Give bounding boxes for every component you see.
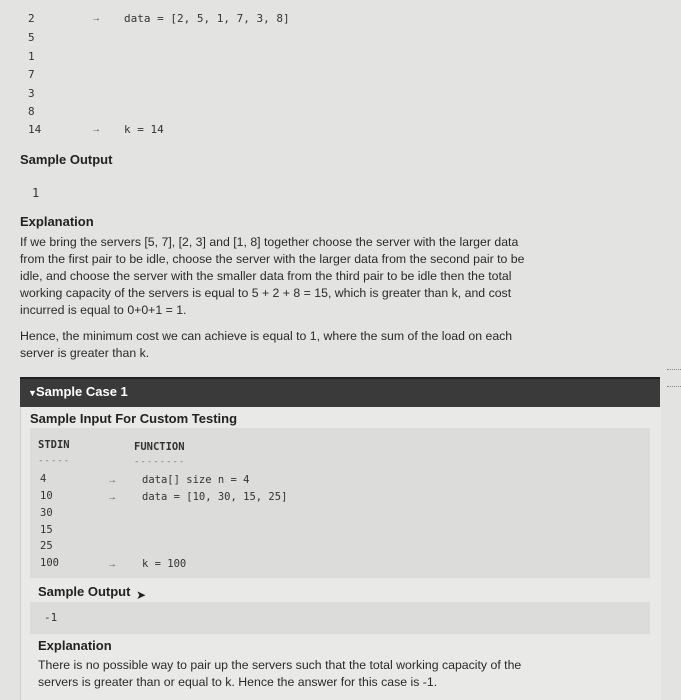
stdin-value: 2 bbox=[28, 12, 35, 25]
stdin-value: 14 bbox=[28, 123, 42, 136]
function-k-line: k = 14 bbox=[124, 123, 164, 136]
explanation-line: idle, and choose the server with the smaller data from the third pair to be idle then the total bbox=[20, 269, 512, 283]
sample-case-1-toggle[interactable] bbox=[20, 377, 660, 407]
explanation-line: There is no possible way to pair up the servers such that the total working capacity of the bbox=[38, 658, 522, 672]
arrow-right-icon: → bbox=[91, 13, 101, 24]
function-line: data = [10, 30, 15, 25] bbox=[142, 491, 288, 503]
sample-output-box bbox=[30, 602, 650, 634]
sample-output-heading: Sample Output bbox=[38, 584, 131, 599]
header-underline: -------- bbox=[134, 457, 186, 467]
stdin-value: 8 bbox=[28, 105, 35, 118]
stdin-value: 1 bbox=[28, 50, 35, 63]
stdin-value: 10 bbox=[40, 490, 53, 502]
stdin-value: 100 bbox=[40, 557, 59, 569]
scroll-marker bbox=[667, 369, 681, 387]
explanation-line: servers is greater than or equal to k. Hence the answer for this case is -1. bbox=[38, 675, 438, 689]
stdin-header: STDIN bbox=[38, 439, 70, 451]
stdin-function-box bbox=[30, 428, 650, 578]
arrow-right-icon: → bbox=[107, 492, 117, 503]
sample-input-heading: Sample Input For Custom Testing bbox=[30, 411, 238, 426]
stdin-value: 30 bbox=[40, 507, 53, 519]
stdin-value: 4 bbox=[40, 473, 47, 485]
function-header: FUNCTION bbox=[134, 441, 185, 453]
explanation-line: Hence, the minimum cost we can achieve is equal to 1, where the sum of the load on each bbox=[20, 329, 513, 343]
explanation-heading: Explanation bbox=[38, 638, 112, 653]
explanation-line: working capacity of the servers is equal to 5 + 2 + 8 = 15, which is greater than k, and cost bbox=[20, 286, 512, 300]
stdin-value: 7 bbox=[28, 68, 35, 81]
stdin-value: 25 bbox=[40, 540, 53, 552]
caret-down-icon: ▼ bbox=[28, 388, 37, 398]
stdin-value: 5 bbox=[28, 31, 35, 44]
explanation-heading: Explanation bbox=[20, 214, 94, 229]
mouse-cursor-icon: ➤ bbox=[136, 588, 147, 602]
sample-case-1-title: Sample Case 1 bbox=[36, 384, 128, 399]
function-line: k = 100 bbox=[142, 558, 187, 570]
explanation-line: incurred is equal to 0+0+1 = 1. bbox=[20, 303, 187, 317]
explanation-line: from the first pair to be idle, choose the server with the larger data from the second pair to be bbox=[20, 252, 525, 266]
stdin-value: 3 bbox=[28, 87, 35, 100]
arrow-right-icon: → bbox=[91, 124, 101, 135]
explanation-line: If we bring the servers [5, 7], [2, 3] and [1, 8] together choose the server with the larger data bbox=[20, 235, 519, 249]
sample-output-heading: Sample Output bbox=[20, 152, 113, 167]
arrow-right-icon: → bbox=[107, 559, 117, 570]
arrow-right-icon: → bbox=[107, 475, 117, 486]
function-line: data[] size n = 4 bbox=[142, 474, 250, 486]
sample-output-value: 1 bbox=[32, 186, 40, 200]
function-data-line: data = [2, 5, 1, 7, 3, 8] bbox=[124, 12, 290, 25]
header-underline: ----- bbox=[38, 456, 71, 466]
sample-output-value: -1 bbox=[44, 611, 58, 624]
explanation-line: server is greater than k. bbox=[20, 346, 150, 360]
stdin-value: 15 bbox=[40, 524, 53, 536]
